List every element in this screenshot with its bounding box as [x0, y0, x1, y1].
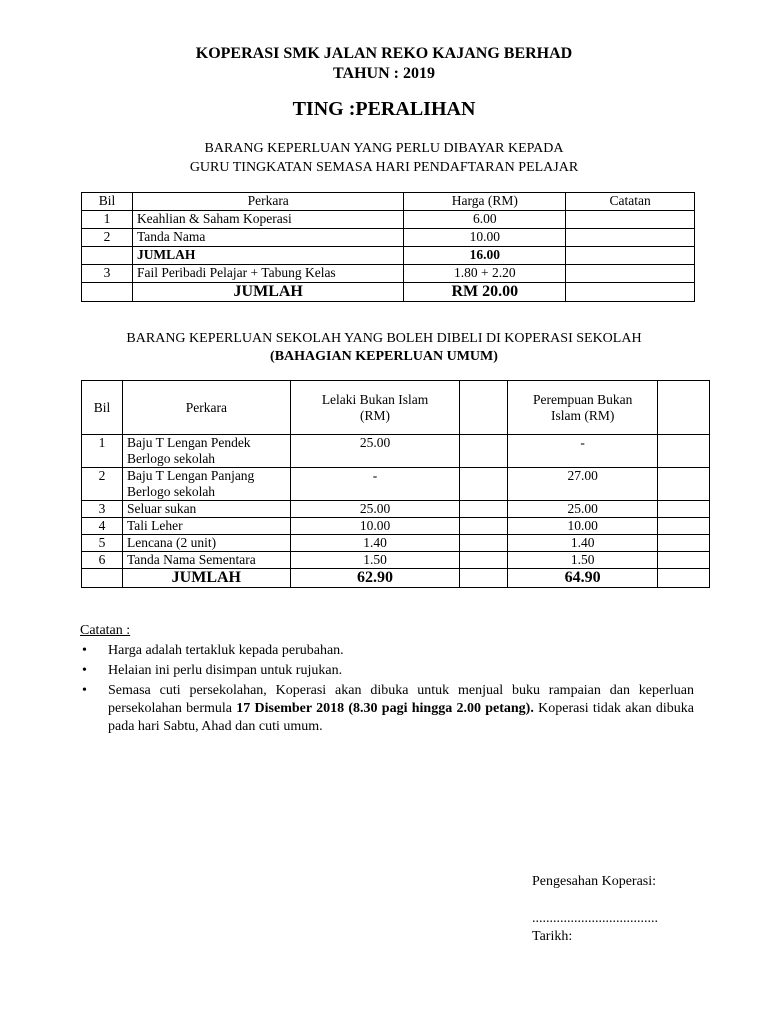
- notes-title: Catatan :: [80, 623, 131, 638]
- cell-empty: [658, 518, 710, 535]
- cell-perempuan: 1.50: [508, 552, 658, 569]
- table-header-row: [82, 381, 710, 435]
- cell-lelaki: 1.40: [290, 535, 460, 552]
- cell-harga: 10.00: [404, 229, 566, 247]
- section1-heading-line2: GURU TINGKATAN SEMASA HARI PENDAFTARAN PELAJAR: [189, 160, 579, 175]
- cell-lelaki: 25.00: [290, 501, 460, 518]
- section2-heading-line1: BARANG KEPERLUAN SEKOLAH YANG BOLEH DIBELI DI KOPERASI SEKOLAH: [126, 331, 642, 346]
- table-row: [82, 518, 710, 535]
- cell-lelaki: 25.00: [290, 435, 460, 468]
- header-perkara: Perkara: [132, 193, 404, 211]
- cell-perkara: Lencana (2 unit): [122, 535, 290, 552]
- subtotal-label: JUMLAH: [132, 247, 404, 265]
- subtotal-row: [82, 247, 695, 265]
- org-title: KOPERASI SMK JALAN REKO KAJANG BERHAD: [195, 45, 573, 62]
- table-row: [82, 265, 695, 283]
- total-label: JUMLAH: [122, 569, 290, 588]
- total-lelaki: 62.90: [290, 569, 460, 588]
- cell-empty: [460, 518, 508, 535]
- cell-perkara: Fail Peribadi Pelajar + Tabung Kelas: [132, 265, 404, 283]
- header-perkara: Perkara: [122, 381, 290, 435]
- total-row: [82, 569, 710, 588]
- perkara-line2: Berlogo sekolah: [126, 451, 216, 466]
- perkara-line1: Baju T Lengan Pendek: [126, 435, 251, 450]
- signature-line: ....................................: [532, 911, 658, 926]
- cell-perempuan: 1.40: [508, 535, 658, 552]
- cell-empty: [460, 552, 508, 569]
- cell-empty: [82, 283, 133, 302]
- cell-harga: 1.80 + 2.20: [404, 265, 566, 283]
- cell-perkara: Seluar sukan: [122, 501, 290, 518]
- section2-heading-line2: (BAHAGIAN KEPERLUAN UMUM): [270, 349, 498, 364]
- header-bil: Bil: [82, 193, 133, 211]
- notes-section: [80, 622, 694, 738]
- fees-table: [81, 192, 695, 302]
- cell-catatan: [566, 211, 695, 229]
- cell-perkara: Tanda Nama Sementara: [122, 552, 290, 569]
- total-label: JUMLAH: [132, 283, 404, 302]
- table-header-row: [82, 193, 695, 211]
- note-text: Helaian ini perlu disimpan untuk rujukan.: [108, 663, 343, 678]
- cell-empty: [658, 552, 710, 569]
- header-perempuan-line1: Perempuan Bukan: [532, 391, 633, 407]
- items-table: [81, 380, 710, 588]
- year-title: TAHUN : 2019: [333, 65, 435, 82]
- cell-empty: [658, 535, 710, 552]
- cell-perkara: [122, 468, 290, 501]
- level-title: TING :PERALIHAN: [292, 98, 476, 120]
- table-row: [82, 468, 710, 501]
- section1-heading-line1: BARANG KEPERLUAN YANG PERLU DIBAYAR KEPADA: [204, 141, 564, 156]
- note-text: Harga adalah tertakluk kepada perubahan.: [108, 643, 344, 658]
- header-perempuan: [508, 381, 658, 435]
- cell-lelaki: 1.50: [290, 552, 460, 569]
- subtotal-value: 16.00: [404, 247, 566, 265]
- cell-empty: [658, 569, 710, 588]
- cell-empty: [658, 381, 710, 435]
- cell-bil: 5: [82, 535, 123, 552]
- cell-empty: [658, 501, 710, 518]
- total-value: RM 20.00: [404, 283, 566, 302]
- cell-empty: [460, 435, 508, 468]
- table-row: [82, 435, 710, 468]
- notes-list: [80, 642, 694, 736]
- cell-harga: 6.00: [404, 211, 566, 229]
- cell-empty: [460, 381, 508, 435]
- cell-empty: [460, 535, 508, 552]
- cell-bil: 1: [82, 211, 133, 229]
- table-row: [82, 229, 695, 247]
- cell-perkara: Tanda Nama: [132, 229, 404, 247]
- table-row: [82, 552, 710, 569]
- cell-lelaki: -: [290, 468, 460, 501]
- cell-bil: 2: [82, 229, 133, 247]
- cell-perempuan: -: [508, 435, 658, 468]
- note-date: 17 Disember 2018 (8.30 pagi hingga 2.00 petang).: [236, 701, 534, 716]
- perkara-line1: Baju T Lengan Panjang: [126, 468, 255, 483]
- cell-bil: 4: [82, 518, 123, 535]
- cell-perkara: Keahlian & Saham Koperasi: [132, 211, 404, 229]
- cell-empty: [460, 468, 508, 501]
- cell-bil: 1: [82, 435, 123, 468]
- cell-perkara: [122, 435, 290, 468]
- total-perempuan: 64.90: [508, 569, 658, 588]
- cell-bil: [82, 247, 133, 265]
- cell-empty: [460, 569, 508, 588]
- header-harga: Harga (RM): [404, 193, 566, 211]
- cell-empty: [658, 435, 710, 468]
- cell-catatan: [566, 247, 695, 265]
- table-row: [82, 211, 695, 229]
- cell-bil: 3: [82, 501, 123, 518]
- cell-perempuan: 10.00: [508, 518, 658, 535]
- cell-empty: [460, 501, 508, 518]
- cell-perempuan: 27.00: [508, 468, 658, 501]
- cell-bil: 3: [82, 265, 133, 283]
- date-label: Tarikh:: [532, 929, 573, 944]
- perkara-line2: Berlogo sekolah: [126, 484, 216, 499]
- cell-lelaki: 10.00: [290, 518, 460, 535]
- header-lelaki-line2: (RM): [360, 407, 391, 423]
- cell-perkara: Tali Leher: [122, 518, 290, 535]
- signature-label: Pengesahan Koperasi:: [532, 874, 657, 889]
- cell-empty: [82, 569, 123, 588]
- table-row: [82, 535, 710, 552]
- note-text: Koperasi tidak akan dibuka pada hari Sabtu, Ahad dan cuti umum.: [108, 701, 694, 734]
- header-catatan: Catatan: [566, 193, 695, 211]
- header-lelaki-line1: Lelaki Bukan Islam: [321, 391, 429, 407]
- list-item: [80, 662, 694, 680]
- header-bil: Bil: [82, 381, 123, 435]
- header-lelaki: [290, 381, 460, 435]
- cell-empty: [566, 283, 695, 302]
- table-row: [82, 501, 710, 518]
- cell-bil: 6: [82, 552, 123, 569]
- list-item: [80, 682, 694, 736]
- cell-perempuan: 25.00: [508, 501, 658, 518]
- header-perempuan-line2: Islam (RM): [550, 407, 615, 423]
- total-row: [82, 283, 695, 302]
- cell-empty: [658, 468, 710, 501]
- cell-bil: 2: [82, 468, 123, 501]
- list-item: [80, 642, 694, 660]
- cell-catatan: [566, 229, 695, 247]
- note-text: Semasa cuti persekolahan, Koperasi akan dibuka untuk menjual buku rampaian dan keperluan persekolahan bermula: [108, 683, 694, 716]
- cell-catatan: [566, 265, 695, 283]
